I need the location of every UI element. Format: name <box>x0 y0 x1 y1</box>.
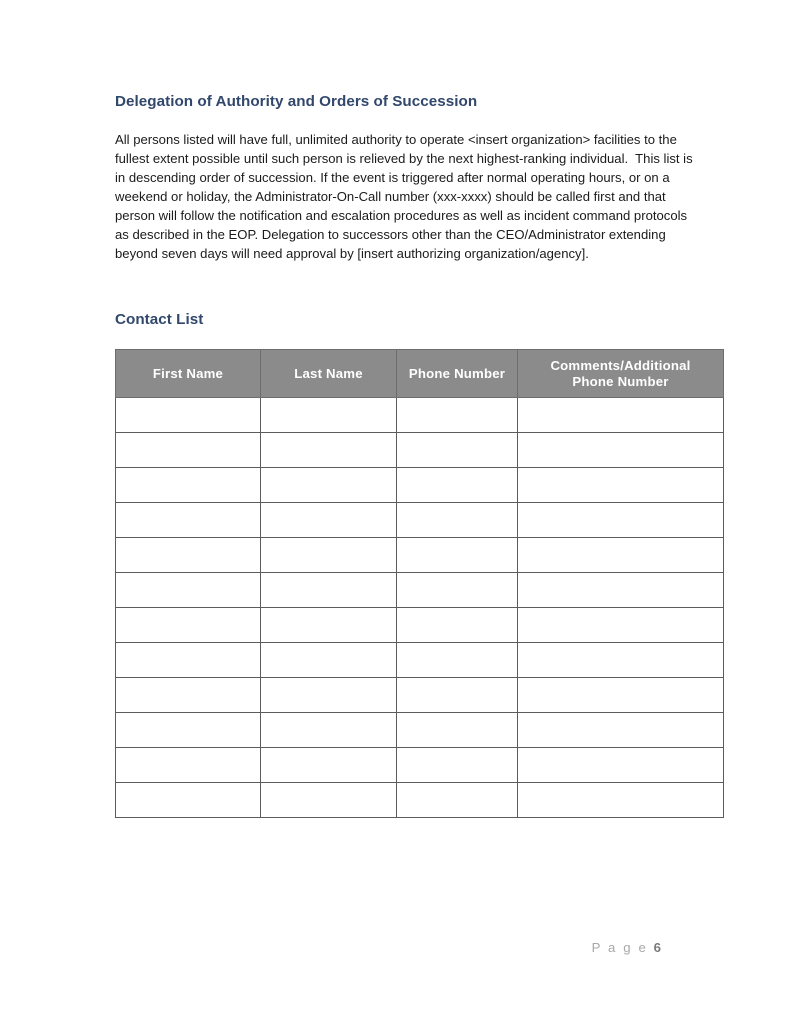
table-cell[interactable] <box>116 713 261 748</box>
table-cell[interactable] <box>518 713 724 748</box>
table-row <box>116 643 724 678</box>
table-row <box>116 433 724 468</box>
table-cell[interactable] <box>397 573 518 608</box>
table-cell[interactable] <box>518 573 724 608</box>
table-cell[interactable] <box>518 433 724 468</box>
table-cell[interactable] <box>116 503 261 538</box>
table-cell[interactable] <box>261 468 397 503</box>
table-cell[interactable] <box>261 748 397 783</box>
table-cell[interactable] <box>397 783 518 818</box>
table-row <box>116 678 724 713</box>
column-header-comments-line1: Comments/Additional <box>550 357 691 373</box>
table-row <box>116 713 724 748</box>
table-cell[interactable] <box>397 643 518 678</box>
table-cell[interactable] <box>116 748 261 783</box>
table-cell[interactable] <box>518 503 724 538</box>
table-cell[interactable] <box>116 608 261 643</box>
table-row <box>116 398 724 433</box>
table-cell[interactable] <box>261 433 397 468</box>
table-row <box>116 503 724 538</box>
page-footer <box>0 940 661 955</box>
column-header-first-name <box>116 350 261 398</box>
table-header-row <box>116 350 724 398</box>
column-header-first-name-line1: First Name <box>152 365 224 381</box>
table-cell[interactable] <box>116 643 261 678</box>
table-cell[interactable] <box>261 398 397 433</box>
column-header-phone-number-line1: Phone Number <box>408 365 506 381</box>
table-header <box>116 350 724 398</box>
footer-page-number: 6 <box>653 940 661 955</box>
table-cell[interactable] <box>397 538 518 573</box>
column-header-last-name <box>261 350 397 398</box>
table-cell[interactable] <box>261 608 397 643</box>
table-cell[interactable] <box>518 608 724 643</box>
table-cell[interactable] <box>261 713 397 748</box>
column-header-comments <box>518 350 724 398</box>
column-header-last-name-line1: Last Name <box>294 365 363 381</box>
table-cell[interactable] <box>397 433 518 468</box>
table-cell[interactable] <box>397 503 518 538</box>
contact-list-table-container <box>115 349 723 818</box>
table-cell[interactable] <box>397 398 518 433</box>
table-cell[interactable] <box>518 748 724 783</box>
table-cell[interactable] <box>261 678 397 713</box>
table-cell[interactable] <box>116 468 261 503</box>
table-cell[interactable] <box>518 398 724 433</box>
intro-paragraph: All persons listed will have full, unlimited authority to operate <insert organization> facilities to the fullest extent possible until such person is relieved by the next highest-ranking individual. This list is in descending order of succession. If the event is triggered after normal operating hours, or on a weekend or holiday, the Administrator-On-Call number (xxx-xxxx) should be called first and that person will follow the notification and escalation procedures as well as incident command protocols as described in the EOP. Delegation to successors other than the CEO/Administrator extending beyond seven days will need approval by [insert authorizing organization/agency]. <box>115 132 697 262</box>
table-row <box>116 573 724 608</box>
table-body <box>116 398 724 818</box>
table-row <box>116 748 724 783</box>
table-cell[interactable] <box>518 678 724 713</box>
table-cell[interactable] <box>397 468 518 503</box>
page-title: Delegation of Authority and Orders of Succession <box>115 93 478 110</box>
table-cell[interactable] <box>261 783 397 818</box>
table-cell[interactable] <box>116 573 261 608</box>
table-cell[interactable] <box>397 678 518 713</box>
table-cell[interactable] <box>518 783 724 818</box>
table-cell[interactable] <box>518 468 724 503</box>
column-header-phone-number <box>397 350 518 398</box>
table-row <box>116 608 724 643</box>
table-cell[interactable] <box>261 538 397 573</box>
table-row <box>116 538 724 573</box>
table-row <box>116 468 724 503</box>
contact-list-table <box>115 349 724 818</box>
table-cell[interactable] <box>518 538 724 573</box>
footer-page-label: P a g e <box>591 940 654 955</box>
section-heading-contact-list: Contact List <box>115 311 204 328</box>
table-cell[interactable] <box>116 398 261 433</box>
table-cell[interactable] <box>261 503 397 538</box>
table-cell[interactable] <box>116 538 261 573</box>
table-cell[interactable] <box>116 433 261 468</box>
table-cell[interactable] <box>397 608 518 643</box>
column-header-comments-line2: Phone Number <box>572 373 669 389</box>
table-cell[interactable] <box>261 573 397 608</box>
table-cell[interactable] <box>261 643 397 678</box>
table-cell[interactable] <box>397 748 518 783</box>
table-cell[interactable] <box>397 713 518 748</box>
table-row <box>116 783 724 818</box>
table-cell[interactable] <box>518 643 724 678</box>
table-cell[interactable] <box>116 678 261 713</box>
table-cell[interactable] <box>116 783 261 818</box>
